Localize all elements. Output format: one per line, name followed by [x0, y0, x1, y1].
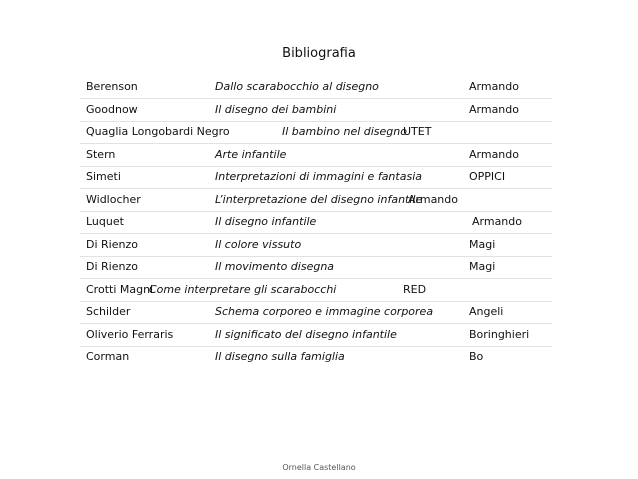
bibliography-row — [86, 145, 546, 165]
bibliography-row — [86, 280, 546, 300]
entry-author: Quaglia Longobardi Negro — [86, 125, 230, 138]
entry-work: Dallo scarabocchio al disegno — [215, 80, 379, 93]
entry-work: Il movimento disegna — [215, 260, 335, 273]
page-title: Bibliografia — [282, 46, 356, 61]
entry-publisher: Armando — [408, 193, 458, 206]
entry-author: Di Rienzo — [86, 238, 138, 251]
entry-publisher: Boringhieri — [469, 328, 530, 341]
bibliography-row — [86, 325, 546, 345]
entry-work: Schema corporeo e immagine corporea — [215, 305, 434, 318]
bibliography-row — [86, 235, 546, 255]
entry-publisher: Magi — [469, 238, 496, 251]
bibliography-row — [86, 100, 546, 120]
entry-work: Il disegno dei bambini — [215, 103, 337, 116]
entry-author: Corman — [86, 350, 130, 363]
bibliography-row — [86, 77, 546, 97]
footer-author: Ornella Castellano — [282, 463, 356, 472]
bibliography-row — [86, 190, 546, 210]
entry-publisher: Armando — [469, 148, 519, 161]
entry-author: Schilder — [86, 305, 131, 318]
row-divider — [80, 98, 552, 99]
entry-author: Berenson — [86, 80, 138, 93]
entry-work: Il colore vissuto — [215, 238, 302, 251]
entry-publisher: Magi — [469, 260, 496, 273]
entry-publisher: Bo — [469, 350, 484, 363]
entry-publisher: OPPICI — [469, 170, 506, 183]
entry-work: Il disegno sulla famiglia — [215, 350, 345, 363]
bibliography-row — [86, 122, 546, 142]
entry-author: Widlocher — [86, 193, 141, 206]
row-divider — [80, 278, 552, 279]
entry-publisher: RED — [403, 283, 427, 296]
entry-publisher: Armando — [472, 215, 522, 228]
row-divider — [80, 143, 552, 144]
row-divider — [80, 233, 552, 234]
entry-author: Simeti — [86, 170, 121, 183]
entry-author: Goodnow — [86, 103, 138, 116]
entry-work: L’interpretazione del disegno infantile — [215, 193, 423, 206]
entry-author: Stern — [86, 148, 116, 161]
entry-work: Arte infantile — [215, 148, 287, 161]
entry-publisher: Angeli — [469, 305, 504, 318]
entry-work: Interpretazioni di immagini e fantasia — [215, 170, 422, 183]
entry-work: Come interpretare gli scarabocchi — [149, 283, 337, 296]
entry-work: Il bambino nel disegno — [282, 125, 407, 138]
entry-work: Il significato del disegno infantile — [215, 328, 397, 341]
bibliography-row — [86, 302, 546, 322]
entry-publisher: UTET — [403, 125, 432, 138]
entry-publisher: Armando — [469, 103, 519, 116]
bibliography-row — [86, 347, 546, 367]
entry-author: Luquet — [86, 215, 124, 228]
row-divider — [80, 188, 552, 189]
entry-author: Di Rienzo — [86, 260, 138, 273]
entry-author: Oliverio Ferraris — [86, 328, 174, 341]
row-divider — [80, 323, 552, 324]
bibliography-row — [86, 167, 546, 187]
entry-work: Il disegno infantile — [215, 215, 317, 228]
entry-publisher: Armando — [469, 80, 519, 93]
bibliography-row — [86, 257, 546, 277]
entry-author: Crotti Magni — [86, 283, 154, 296]
bibliography-row — [86, 212, 546, 232]
